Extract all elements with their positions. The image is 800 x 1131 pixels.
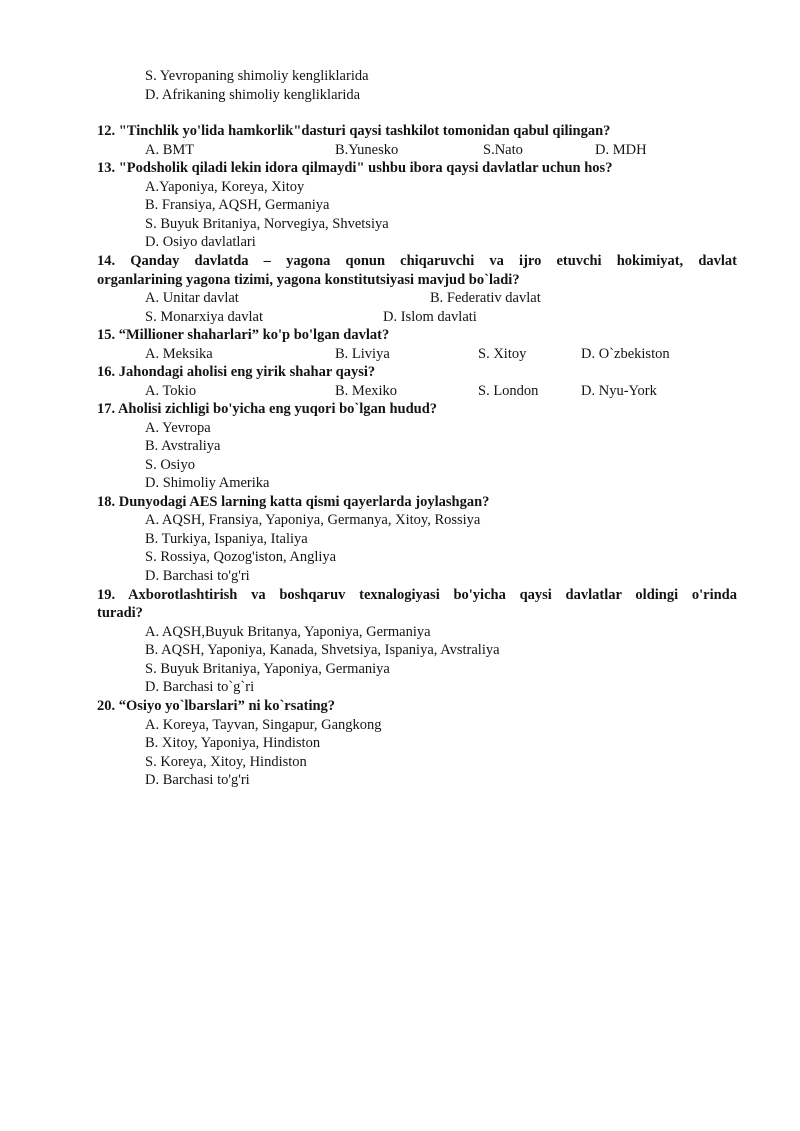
answer-option: A. AQSH, Fransiya, Yaponiya, Germanya, Xitoy, Rossiya xyxy=(145,512,481,528)
answer-option: S.Nato xyxy=(483,142,523,158)
question-14-line-1: 14. Qanday davlatda – yagona qonun chiqaruvchi va ijro etuvchi hokimiyat, davlat xyxy=(97,253,737,269)
answer-option: A. Koreya, Tayvan, Singapur, Gangkong xyxy=(145,717,382,733)
answer-option: A. Unitar davlat xyxy=(145,290,239,306)
answer-option: D. Islom davlati xyxy=(383,309,477,325)
answer-option: S. Buyuk Britaniya, Norvegiya, Shvetsiya xyxy=(145,216,389,232)
answer-option: D. Nyu-York xyxy=(581,383,657,399)
answer-option: D. Barchasi to'g'ri xyxy=(145,568,250,584)
answer-option: D. Shimoliy Amerika xyxy=(145,475,270,491)
answer-option: A. Yevropa xyxy=(145,420,211,436)
answer-option: B. Xitoy, Yaponiya, Hindiston xyxy=(145,735,321,751)
answer-option: B. Fransiya, AQSH, Germaniya xyxy=(145,197,330,213)
answer-option: D. Barchasi to`g`ri xyxy=(145,679,255,695)
answer-option: S. Rossiya, Qozog'iston, Angliya xyxy=(145,549,337,565)
answer-option: B. Turkiya, Ispaniya, Italiya xyxy=(145,531,308,547)
answer-option: B. AQSH, Yaponiya, Kanada, Shvetsiya, Ispaniya, Avstraliya xyxy=(145,642,500,658)
question-17: 17. Aholisi zichligi bo'yicha eng yuqori bo`lgan hudud? xyxy=(97,401,438,417)
question-19-line-2: turadi? xyxy=(97,605,143,621)
answer-option: B. Federativ davlat xyxy=(430,290,541,306)
answer-option: S. Koreya, Xitoy, Hindiston xyxy=(145,754,307,770)
answer-option: B. Liviya xyxy=(335,346,390,362)
answer-option: D. Osiyo davlatlari xyxy=(145,234,256,250)
answer-option: A. Meksika xyxy=(145,346,213,362)
answer-option: S. Yevropaning shimoliy kengliklarida xyxy=(145,68,369,84)
answer-option: D. MDH xyxy=(595,142,647,158)
answer-option: D. Barchasi to'g'ri xyxy=(145,772,250,788)
answer-option: A. Tokio xyxy=(145,383,197,399)
answer-option: S. Xitoy xyxy=(478,346,527,362)
answer-option: A. BMT xyxy=(145,142,195,158)
answer-option: B. Avstraliya xyxy=(145,438,221,454)
answer-option: S. Buyuk Britaniya, Yaponiya, Germaniya xyxy=(145,661,390,677)
question-18: 18. Dunyodagi AES larning katta qismi qayerlarda joylashgan? xyxy=(97,494,490,510)
question-15: 15. “Millioner shaharlari” ko'p bo'lgan davlat? xyxy=(97,327,390,343)
question-19-line-1: 19. Axborotlashtirish va boshqaruv texnalogiyasi bo'yicha qaysi davlatlar oldingi o'rinda xyxy=(97,587,737,603)
answer-option: A.Yaponiya, Koreya, Xitoy xyxy=(145,179,305,195)
answer-option: B.Yunesko xyxy=(335,142,399,158)
answer-option: S. Monarxiya davlat xyxy=(145,309,263,325)
answer-option: D. O`zbekiston xyxy=(581,346,670,362)
question-16: 16. Jahondagi aholisi eng yirik shahar qaysi? xyxy=(97,364,376,380)
question-12: 12. "Tinchlik yo'lida hamkorlik"dasturi qaysi tashkilot tomonidan qabul qilingan? xyxy=(97,123,611,139)
answer-option: A. AQSH,Buyuk Britanya, Yaponiya, Germaniya xyxy=(145,624,431,640)
answer-option: D. Afrikaning shimoliy kengliklarida xyxy=(145,87,361,103)
answer-option: S. London xyxy=(478,383,539,399)
answer-option: S. Osiyo xyxy=(145,457,195,473)
question-20: 20. “Osiyo yo`lbarslari” ni ko`rsating? xyxy=(97,698,336,714)
question-13: 13. "Podsholik qiladi lekin idora qilmaydi" ushbu ibora qaysi davlatlar uchun hos? xyxy=(97,160,613,176)
question-14-line-2: organlarining yagona tizimi, yagona konstitutsiyasi mavjud bo`ladi? xyxy=(97,272,520,288)
answer-option: B. Mexiko xyxy=(335,383,398,399)
